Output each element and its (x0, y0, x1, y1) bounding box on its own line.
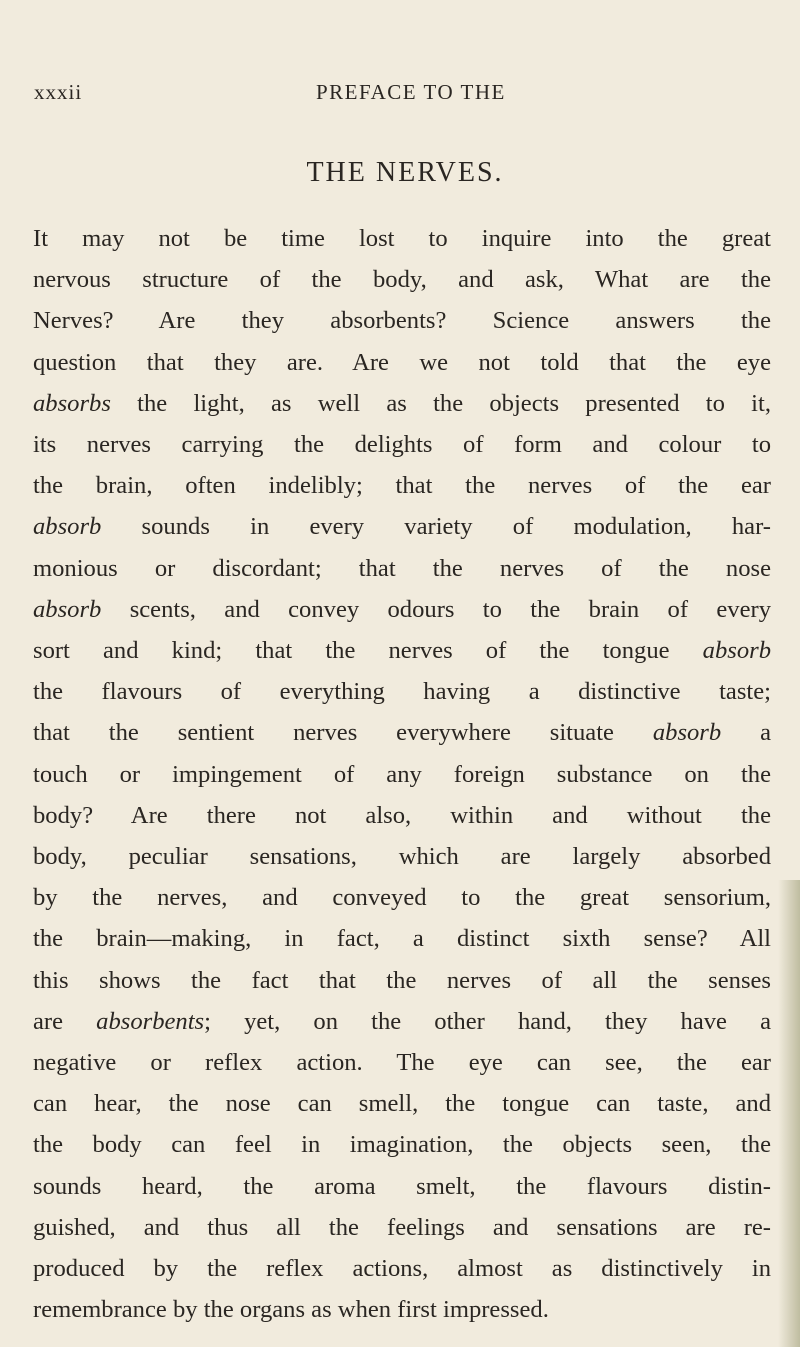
text-line: its nerves carrying the delights of form and colour to (33, 431, 771, 459)
text-line: produced by the reflex actions, almost as distinctively in (33, 1255, 771, 1283)
text-line: Nerves? Are they absorbents? Science answers the (33, 307, 771, 335)
text-line: this shows the fact that the nerves of all the senses (33, 966, 771, 994)
text-line: the flavours of everything having a distinctive taste; (33, 678, 771, 706)
section-title: THE NERVES. (306, 157, 504, 188)
italic-term: absorb (33, 513, 102, 541)
italic-term: absorb (652, 719, 722, 747)
text-line: the body can feel in imagination, the objects seen, the (33, 1131, 771, 1159)
text-line: the brain, often indelibly; that the nerves of the ear (33, 472, 771, 500)
text-line: the brain—making, in fact, a distinct sixth sense? All (33, 925, 771, 953)
text-line: absorb sounds in every variety of modulation, har- (33, 513, 771, 541)
body-paragraph (33, 218, 771, 1330)
italic-term: absorbs (33, 389, 111, 417)
text-line: touch or impingement of any foreign substance on the (33, 760, 771, 788)
italic-term: absorbents (96, 1007, 205, 1035)
text-line: monious or discordant; that the nerves of the nose (33, 554, 771, 582)
text-line: guished, and thus all the feelings and sensations are re- (33, 1213, 771, 1241)
text-line: are absorbents; yet, on the other hand, they have a (33, 1007, 771, 1035)
text-line: It may not be time lost to inquire into the great (33, 225, 771, 252)
text-line: sort and kind; that the nerves of the tongue absorb (33, 637, 771, 665)
italic-term: absorb (33, 595, 102, 623)
page-edge-shadow (778, 880, 800, 1347)
text-line: remembrance by the organs as when first impressed. (33, 1296, 549, 1324)
text-line: nervous structure of the body, and ask, What are the (33, 266, 771, 294)
text-line: absorbs the light, as well as the objects presented to it, (33, 389, 771, 417)
running-title: PREFACE TO THE (316, 80, 506, 104)
text-line: can hear, the nose can smell, the tongue can taste, and (33, 1090, 771, 1118)
text-line: absorb scents, and convey odours to the brain of every (33, 595, 771, 623)
text-line: sounds heard, the aroma smelt, the flavours distin- (33, 1172, 771, 1200)
italic-term: absorb (702, 637, 771, 665)
page-number: xxxii (34, 80, 83, 104)
running-head (34, 80, 738, 110)
text-line: by the nerves, and conveyed to the great sensorium, (33, 884, 771, 912)
text-line: body, peculiar sensations, which are largely absorbed (33, 843, 771, 871)
text-line: body? Are there not also, within and without the (33, 801, 771, 829)
text-line: that the sentient nerves everywhere situate absorb a (33, 719, 771, 747)
text-line: negative or reflex action. The eye can see, the ear (33, 1049, 771, 1077)
text-line: question that they are. Are we not told that the eye (33, 348, 771, 376)
